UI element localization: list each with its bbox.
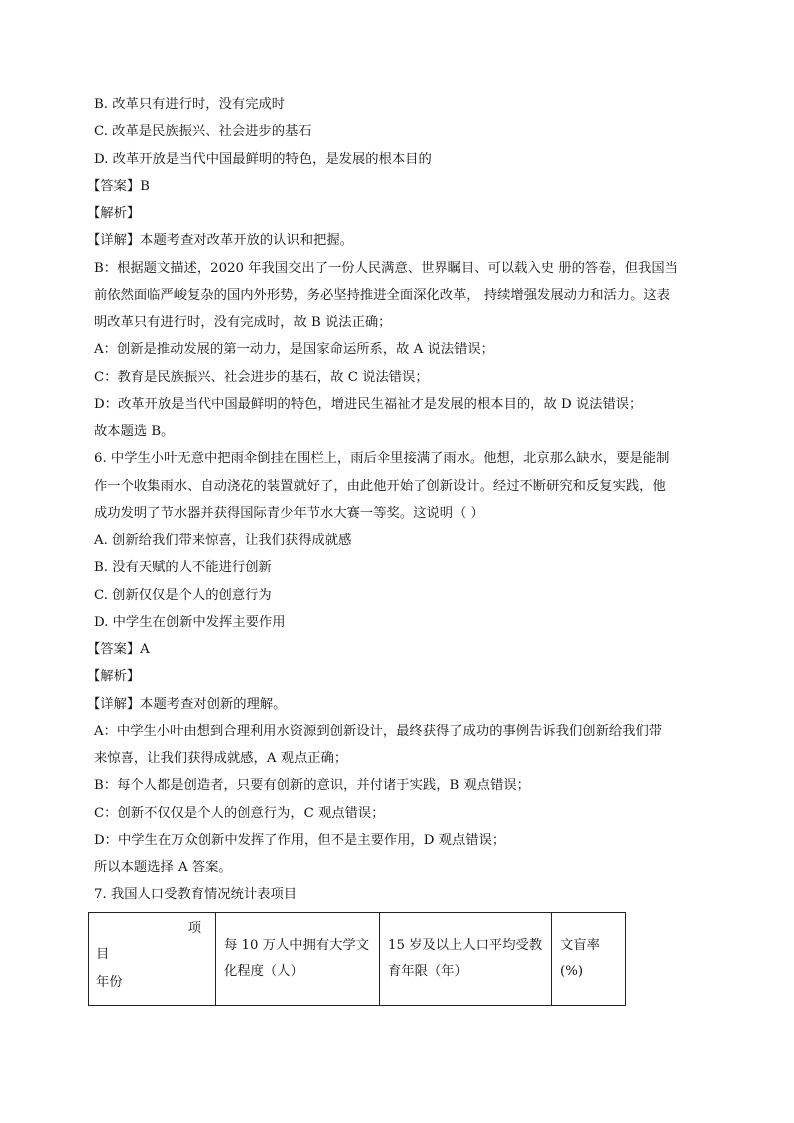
paragraph-line: 明改革只有进行时，没有完成时，故 B 说法正确； (94, 315, 392, 330)
header-avg-education-years: 15 岁及以上人口平均受教育年限（年） (388, 938, 543, 979)
table-header-row (89, 913, 626, 1006)
corner-label-bottom: 年份 (96, 975, 123, 990)
question-7-title: 7. 我国人口受教育情况统计表项目 (94, 887, 298, 902)
corner-label-top: 项 (187, 921, 201, 936)
analysis-label: 【解析】 (87, 669, 141, 684)
table-header-cell (216, 913, 380, 1006)
question-6-line: 作一个收集雨水、自动浇花的装置就好了，由此他开始了创新设计。经过不断研究和反复实践，他 (94, 479, 666, 494)
paragraph-line: A：创新是推动发展的第一动力，是国家命运所系，故 A 说法错误； (94, 342, 494, 357)
paragraph-line: C：创新不仅仅是个人的创意行为，C 观点错误； (94, 806, 385, 821)
table-header-cell (552, 913, 626, 1006)
paragraph-line: 故本题选 B。 (94, 424, 175, 439)
question-6-line: 成功发明了节水器并获得国际青少年节水大赛一等奖。这说明（ ） (94, 506, 484, 521)
detail-label: 【详解】本题考查对改革开放的认识和把握。 (87, 233, 353, 248)
table-header-cell (380, 913, 552, 1006)
paragraph-line: B：根据题文描述，2020 年我国交出了一份人民满意、世界瞩目、可以载入史 册的答卷，但我国当 (94, 261, 678, 276)
corner-label-middle: 目 (96, 947, 110, 962)
question-6-line: 6. 中学生小叶无意中把雨伞倒挂在围栏上，雨后伞里接满了雨水。他想，北京那么缺水，要是能制 (94, 451, 670, 466)
paragraph-line: D：中学生在万众创新中发挥了作用，但不是主要作用，D 观点错误； (94, 833, 506, 848)
option-a: A. 创新给我们带来惊喜，让我们获得成就感 (94, 533, 352, 548)
education-stats-table (88, 912, 626, 1006)
detail-label: 【详解】本题考查对创新的理解。 (87, 697, 287, 712)
paragraph-line: B：每个人都是创造者，只要有创新的意识，并付诸于实践，B 观点错误； (94, 778, 530, 793)
answer-label: 【答案】B (87, 179, 150, 194)
paragraph-line: 来惊喜，让我们获得成就感，A 观点正确； (94, 751, 348, 766)
paragraph-line: C：教育是民族振兴、社会进步的基石，故 C 说法错误； (94, 370, 429, 385)
table-corner-cell (89, 913, 216, 1006)
option-d: D. 改革开放是当代中国最鲜明的特色，是发展的根本目的 (94, 152, 432, 167)
option-c: C. 创新仅仅是个人的创意行为 (94, 588, 272, 603)
header-illiteracy-rate: 文盲率(%) (560, 938, 600, 979)
option-d: D. 中学生在创新中发挥主要作用 (94, 615, 286, 630)
analysis-label: 【解析】 (87, 206, 141, 221)
paragraph-line: D：改革开放是当代中国最鲜明的特色，增进民生福祉才是发展的根本目的，故 D 说法错误； (94, 397, 643, 412)
paragraph-line: A：中学生小叶由想到合理利用水资源到创新设计，最终获得了成功的事例告诉我们创新给我们带 (94, 724, 663, 739)
option-b: B. 改革只有进行时，没有完成时 (94, 97, 286, 112)
paragraph-line: 所以本题选择 A 答案。 (94, 860, 232, 875)
paragraph-line: 前依然面临严峻复杂的国内外形势，务必坚持推进全面深化改革， 持续增强发展动力和活力。这表 (94, 288, 670, 303)
header-university-per-100k: 每 10 万人中拥有大学文化程度（人） (224, 938, 370, 979)
answer-label: 【答案】A (87, 642, 150, 657)
option-c: C. 改革是民族振兴、社会进步的基石 (94, 124, 312, 139)
option-b: B. 没有天赋的人不能进行创新 (94, 560, 272, 575)
